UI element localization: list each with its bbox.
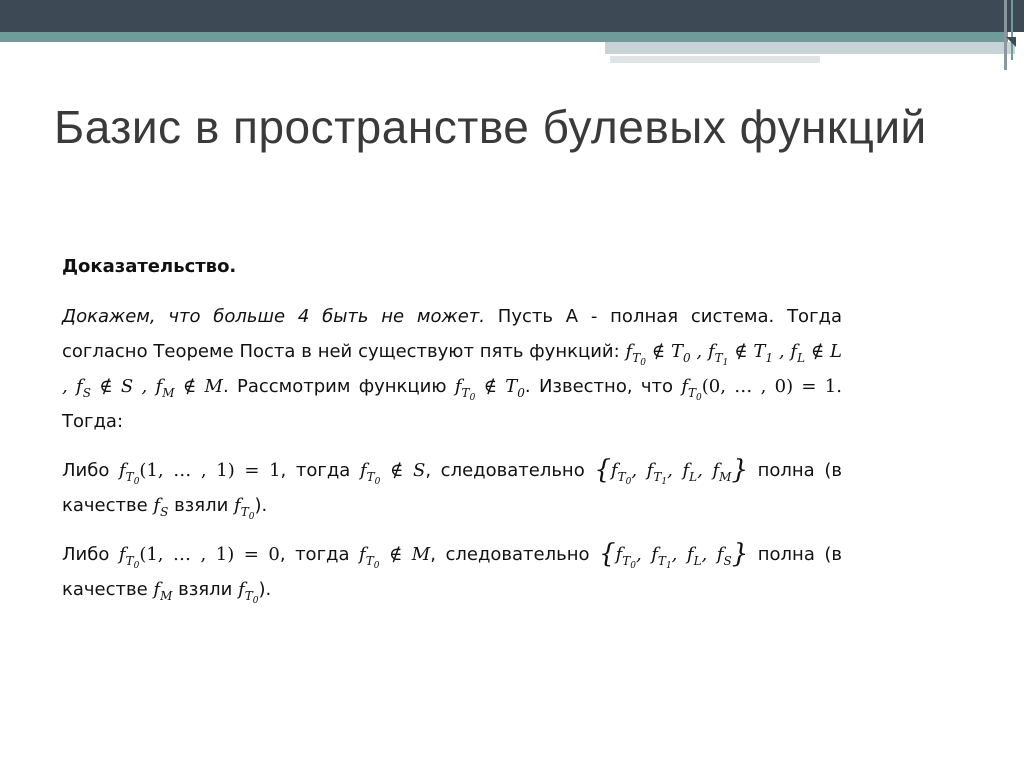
case-1-fs: $f_S$ <box>153 495 169 519</box>
case-2-took: взяли <box>178 579 233 600</box>
case-2-condition: $f_{T_0}(1$, … , 1) = 0 <box>118 544 280 571</box>
case-2-hence: , следовательно <box>430 544 590 565</box>
case-2-consequence: $f_{T_0}$ ∉ M <box>359 544 431 571</box>
header-teal-band <box>0 32 1008 42</box>
case-2-full: полна (в качестве <box>62 544 842 600</box>
intro-italic: Докажем, что больше 4 быть не может. <box>62 306 486 327</box>
case-1-ft0: $f_{T_0}$ <box>234 495 255 522</box>
case-1-condition: $f_{T_0}(1$, … , 1) = 1 <box>119 460 281 487</box>
case-1-took: взяли <box>174 495 229 516</box>
header-dark-band <box>0 0 1024 32</box>
proof-paragraph-1 <box>62 299 842 439</box>
chosen-function: $f_{T_0}$ ∉ $T_0$ <box>454 376 525 403</box>
case-1-then: , тогда <box>280 460 351 481</box>
line-2: Тогда согласно Теореме Поста в ней существуют пять функций: <box>62 306 843 362</box>
header-light-band <box>605 42 1015 54</box>
line-4-end: Тогда: <box>62 411 124 432</box>
proof-label: Доказательство. <box>62 256 237 277</box>
case-2-ft0: $f_{T_0}$ <box>238 579 259 606</box>
case-1-consequence: $f_{T_0}$ ∉ S <box>359 460 426 487</box>
slide-title: Базис в пространстве булевых функций <box>54 101 927 153</box>
case-2-then: , тогда <box>279 544 350 565</box>
line-3-tail: . Рассмотрим функцию <box>222 376 447 397</box>
header-lighter-band <box>610 56 820 63</box>
right-edge-line <box>1004 0 1007 70</box>
case-2: Либо $f_{T_0}(1$, … , 1) = 0, тогда $f_{T_0}$ ∉ M, следовательно {$f_{T_0}$, $f_{T_1}$, $f_L$, $f_S$} полна (в качестве $f_M$ взяли $f_{T_0}$). <box>62 539 842 606</box>
case-2-prefix: Либо <box>62 544 110 565</box>
case-1-prefix: Либо <box>62 460 110 481</box>
line-4-known: . Известно, что <box>524 376 673 397</box>
known-value: $f_{T_0}(0$, … , 0) = 1. <box>681 376 842 403</box>
case-2-fm: $f_M$ <box>153 579 173 603</box>
case-1-hence: , следовательно <box>425 460 585 481</box>
intro-rest: Пусть A - полная система. <box>485 306 775 327</box>
right-edge-accent <box>1011 0 1013 60</box>
case-1-full: полна (в качестве <box>62 460 842 516</box>
case-2-system: {$f_{T_0}$, $f_{T_1}$, $f_L$, $f_S$} <box>599 539 749 571</box>
function-list: $f_{T_0}$ ∉ $T_0$ , $f_{T_1}$ ∉ $T_1$ , $f_L$ ∉ L , $f_S$ ∉ S , $f_M$ ∉ M <box>62 341 842 400</box>
proof-body <box>62 256 842 607</box>
case-1: Либо $f_{T_0}(1$, … , 1) = 1, тогда $f_{T_0}$ ∉ S, следовательно {$f_{T_0}$, $f_{T_1}$, $f_L$, $f_M$} полна (в качестве $f_S$ взяли $f_{T_0}$). <box>62 455 842 522</box>
case-1-system: {$f_{T_0}$, $f_{T_1}$, $f_L$, $f_M$} <box>594 455 748 487</box>
corner-triangle-icon <box>1006 37 1016 47</box>
